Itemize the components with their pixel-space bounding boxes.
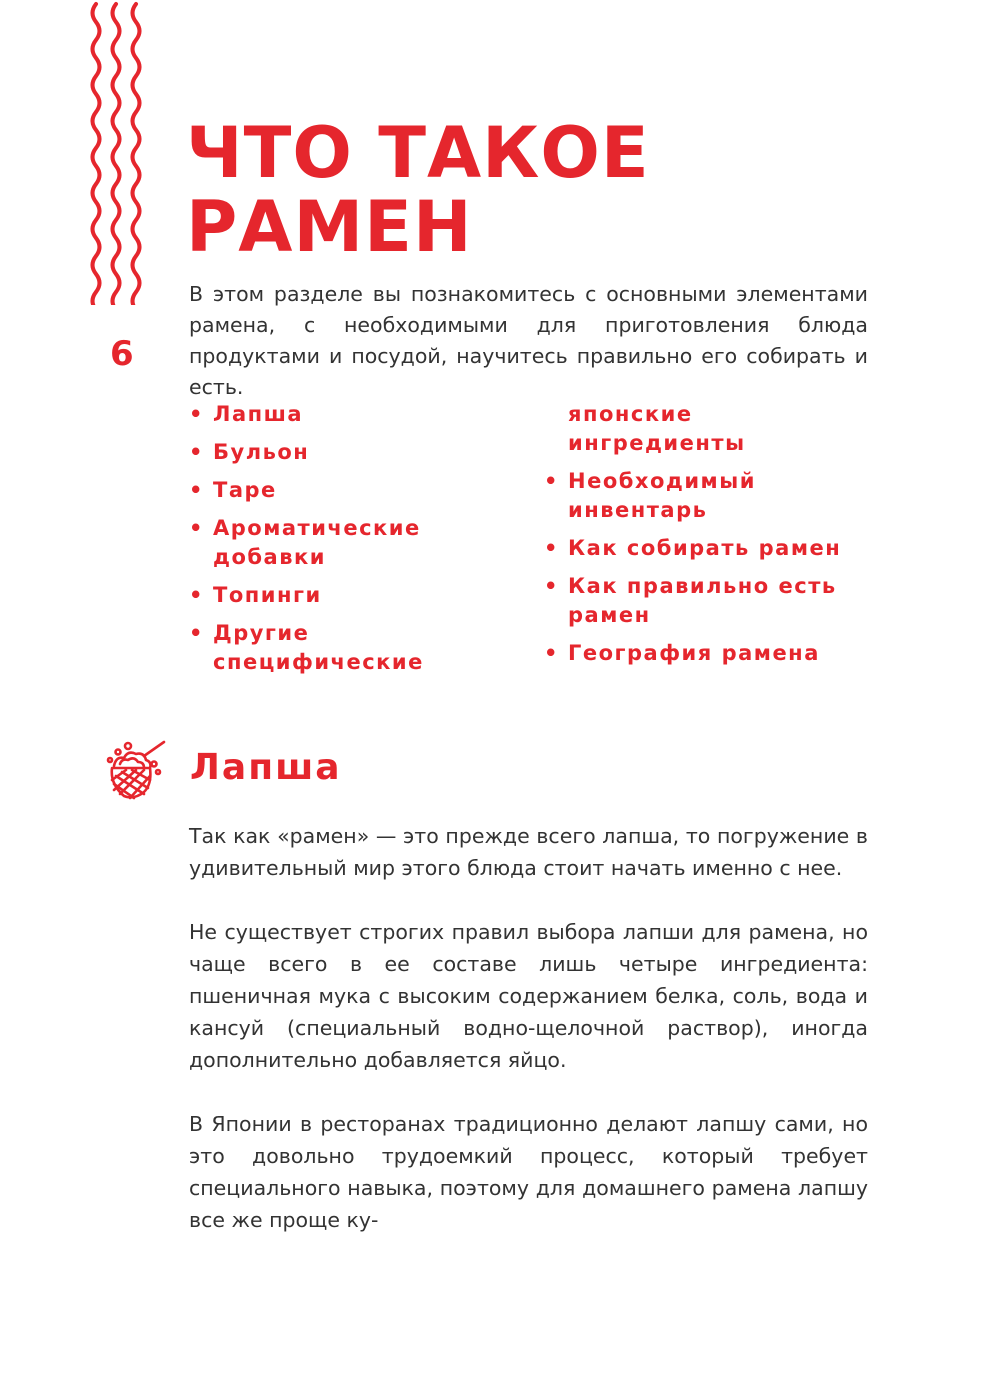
- contents-item: [189, 438, 489, 467]
- contents-item-label: Таре: [213, 478, 277, 502]
- contents-item: [189, 476, 489, 505]
- bullet-icon: •: [189, 621, 204, 645]
- contents-item: [544, 534, 874, 563]
- contents-item: [544, 467, 874, 525]
- contents-item-label: Лапша: [213, 402, 304, 426]
- contents-item-label: Топинги: [213, 583, 322, 607]
- bullet-icon: •: [544, 574, 559, 598]
- page-title-line-2: РАМЕН: [186, 186, 473, 268]
- noodle-strainer-icon: [104, 738, 168, 802]
- bullet-icon: •: [544, 641, 559, 665]
- contents-item-label: Бульон: [213, 440, 310, 464]
- page-number: 6: [110, 334, 134, 374]
- contents-item-label: Как собирать рамен: [568, 536, 842, 560]
- contents-item-label: Другие специфические: [213, 621, 424, 674]
- noodle-wave-right: [133, 4, 140, 305]
- intro-paragraph: В этом разделе вы познакомитесь с основными элементами рамена, с необходимыми для приготовления блюда продуктами и посудой, научитесь правильно его собирать и есть.: [189, 282, 868, 399]
- section-body: [189, 820, 868, 1268]
- contents-item: [189, 619, 489, 677]
- contents-item: [189, 400, 489, 429]
- contents-item-label: Необходимый инвентарь: [568, 469, 756, 522]
- bullet-icon: •: [189, 402, 204, 426]
- contents-item-label: японские ингредиенты: [568, 402, 746, 455]
- contents-item: [544, 639, 874, 668]
- bullet-icon: •: [544, 469, 559, 493]
- body-paragraph: Не существует строгих правил выбора лапши для рамена, но чаще всего в ее составе лишь четыре ингредиента: пшеничная мука с высоким содержанием белка, соль, вода и кансуй (специальный водно-щелочной раствор), иногда дополнительно добавляется яйцо.: [189, 920, 868, 1072]
- page-title: [186, 112, 650, 268]
- contents-item: [189, 514, 489, 572]
- bullet-icon: •: [189, 583, 204, 607]
- contents-item-label: География рамена: [568, 641, 820, 665]
- bullet-icon: •: [189, 440, 204, 464]
- contents-list-right: [544, 400, 874, 677]
- body-paragraph: Так как «рамен» — это прежде всего лапша, то погружение в удивительный мир этого блюда стоит начать именно с нее.: [189, 824, 868, 880]
- contents-item: [189, 581, 489, 610]
- bullet-icon: •: [189, 478, 204, 502]
- bullet-icon: •: [544, 536, 559, 560]
- page-title-line-1: ЧТО ТАКОЕ: [186, 112, 650, 194]
- section-title: Лапша: [190, 747, 342, 788]
- contents-item-label: Ароматические добавки: [213, 516, 421, 569]
- contents-item-label: Как правильно есть рамен: [568, 574, 837, 627]
- contents-item: [544, 572, 874, 630]
- contents-list-left: [189, 400, 489, 686]
- noodle-wave-left: [93, 4, 100, 305]
- bullet-icon: •: [189, 516, 204, 540]
- noodle-wave-middle: [113, 4, 120, 305]
- contents-item-continuation: [544, 400, 874, 458]
- noodle-wave-decoration: [86, 0, 148, 305]
- body-paragraph: В Японии в ресторанах традиционно делают лапшу сами, но это довольно трудоемкий процесс, который требует специального навыка, поэтому для домашнего рамена лапшу все же проще ку-: [189, 1112, 868, 1232]
